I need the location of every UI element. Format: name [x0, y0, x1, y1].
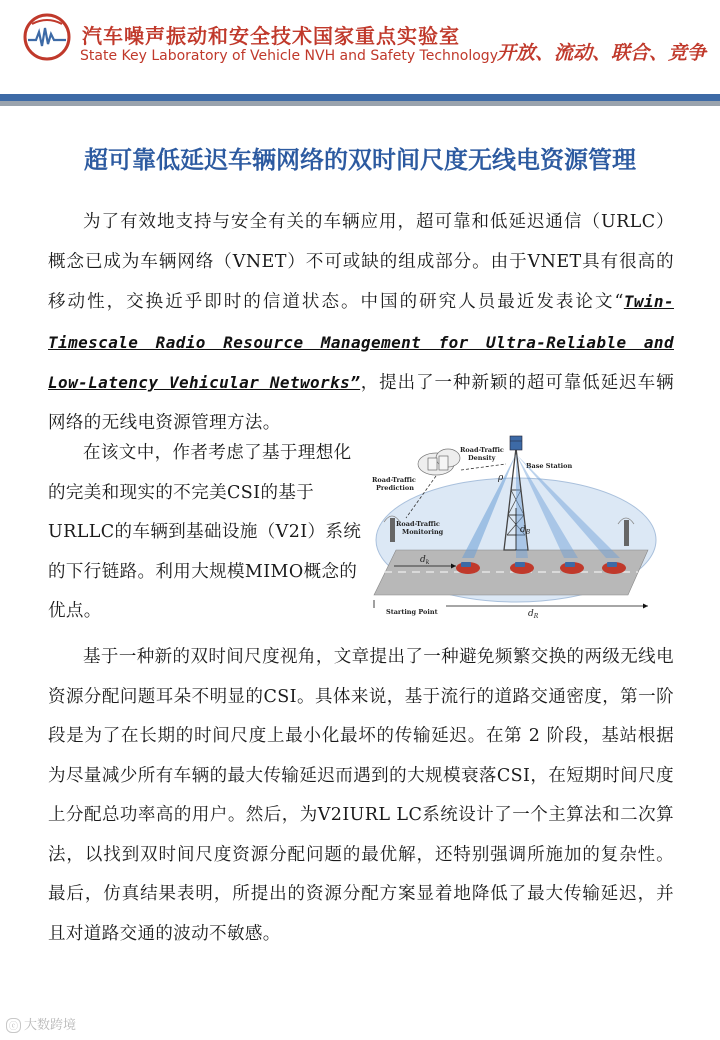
- label-prediction-2: Prediction: [376, 484, 414, 492]
- vehicle-4-icon: [602, 562, 626, 574]
- label-rho: ρ: [498, 473, 504, 483]
- label-d-k: $d_k$: [420, 555, 430, 566]
- label-monitoring-2: Monitoring: [402, 528, 444, 536]
- label-d-r: $d_R$: [528, 609, 539, 620]
- label-monitoring-1: Road-Traffic: [396, 520, 440, 528]
- paragraph-intro: [48, 203, 674, 443]
- header-divider-blue: [0, 94, 720, 101]
- label-prediction-1: Road-Traffic: [372, 476, 416, 484]
- label-starting-point: Starting Point: [386, 608, 438, 616]
- v2i-system-diagram: [366, 430, 666, 620]
- paragraph-intro-text-b: ，提出了一种新颖的超可靠低延迟车辆网络的无线电资源管理方法。: [48, 373, 674, 433]
- paragraph-method: 基于一种新的双时间尺度视角，文章提出了一种避免频繁交换的两级无线电资源分配问题耳朵不明显的CSI。具体来说，基于流行的道路交通密度，第一阶段是为了在长期的时间尺度上最小化最坏的传输延迟。在第 2 阶段，基站根据为尽量减少所有车辆的最大传输延迟而遇到的大规模衰落CSI，在短期时间尺度上分配总功率高的用户。然后，为V2IURL LC系统设计了一个主算法和二次算法，以找到双时间尺度资源分配问题的最优解，还特别强调所施加的复杂性。最后，仿真结果表明，所提出的资源分配方案显着地降低了最大传输延迟，并且对道路交通的波动不敏感。: [48, 647, 674, 944]
- paragraph-intro-text-a: 为了有效地支持与安全有关的车辆应用，超可靠和低延迟通信（URLC）概念已成为车辆网络（VNET）不可或缺的组成部分。由于VNET具有很高的移动性，交换近乎即时的信道状态。中国的研究人员最近发表论文“: [48, 212, 674, 312]
- watermark-text: 大数跨境: [24, 1018, 77, 1033]
- cloud-server-icon: [418, 449, 460, 475]
- vehicle-3-icon: [560, 562, 584, 574]
- lab-logo-icon: [22, 12, 72, 62]
- label-d-b: $d_B$: [520, 525, 531, 536]
- header-divider-gray: [0, 101, 720, 106]
- watermark: [6, 1014, 76, 1033]
- article-title: 超可靠低延迟车辆网络的双时间尺度无线电资源管理: [84, 146, 636, 174]
- label-base-station: Base Station: [526, 462, 573, 470]
- lab-name-english: State Key Laboratory of Vehicle NVH and Safety Technology: [80, 48, 498, 64]
- watermark-mark-icon: ⓒ: [6, 1018, 21, 1033]
- page-header: [0, 0, 720, 108]
- lab-name-chinese: 汽车噪声振动和安全技术国家重点实验室: [82, 24, 460, 48]
- paragraph-system: 在该文中，作者考虑了基于理想化的完美和现实的不完美CSI的基于URLLC的车辆到基础设施（V2I）系统的下行链路。利用大规模MIMO概念的优点。: [48, 443, 362, 621]
- lab-slogan: 开放、流动、联合、竞争: [496, 42, 706, 64]
- paper-title-link[interactable]: Twin-Timescale Radio Resource Management for Ultra-Reliable and Low-Latency Vehicular Networks”: [48, 292, 674, 392]
- vehicle-2-icon: [510, 562, 534, 574]
- label-road-traffic-density-2: Density: [468, 454, 496, 462]
- label-road-traffic-density-1: Road-Traffic: [460, 446, 504, 454]
- vehicle-1-icon: [456, 562, 480, 574]
